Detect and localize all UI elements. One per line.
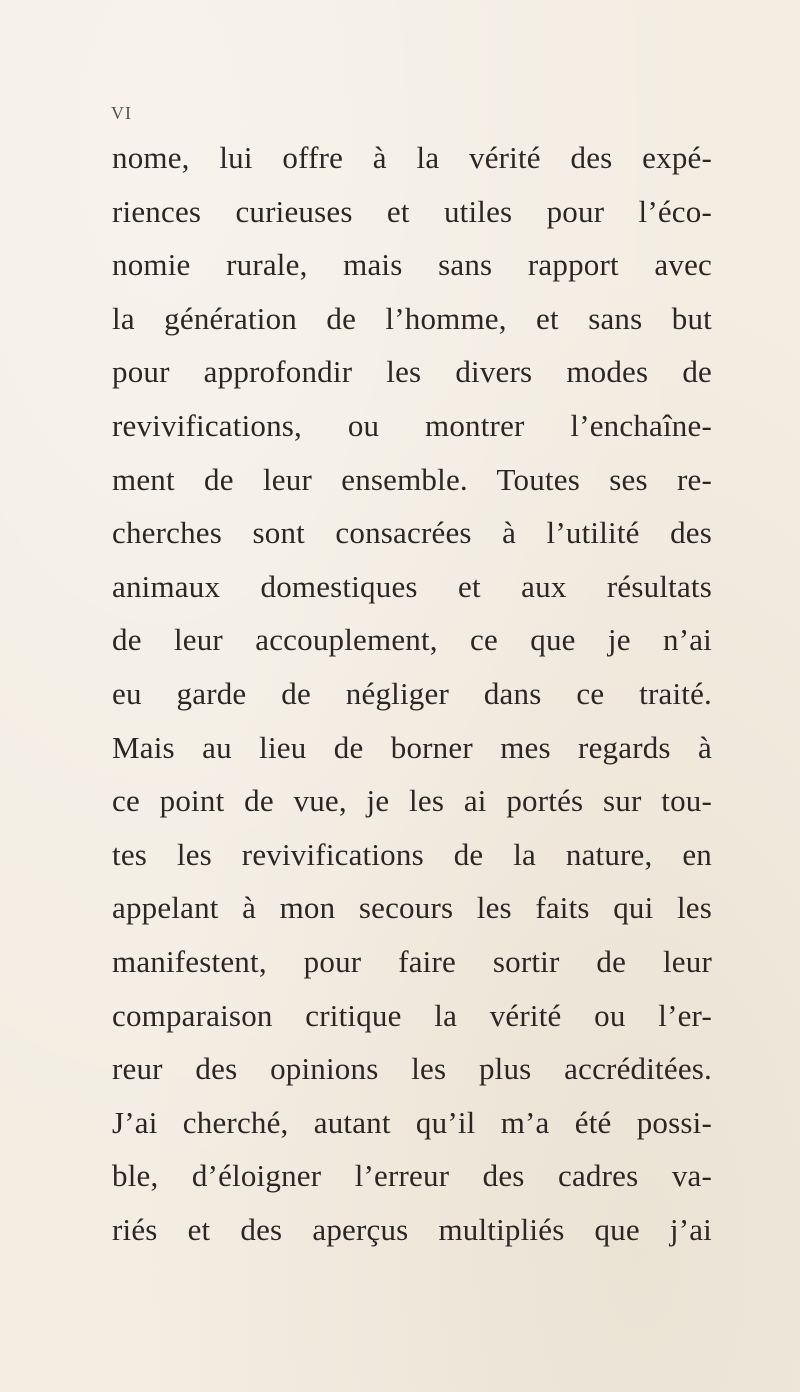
text-line: la génération de l’homme, et sans but <box>112 300 712 336</box>
text-line: manifestent, pour faire sortir de leur <box>112 943 712 979</box>
text-line: eu garde de négliger dans ce traité. <box>112 675 712 711</box>
text-line: ment de leur ensemble. Toutes ses re- <box>112 461 712 497</box>
text-line: Mais au lieu de borner mes regards à <box>112 729 712 765</box>
body-text <box>112 131 712 1256</box>
text-line: animaux domestiques et aux résultats <box>112 568 712 604</box>
text-line: J’ai cherché, autant qu’il m’a été possi- <box>112 1104 712 1140</box>
text-line: pour approfondir les divers modes de <box>112 354 712 390</box>
text-line: cherches sont consacrées à l’utilité des <box>112 515 712 551</box>
text-line: reur des opinions les plus accréditées. <box>112 1051 712 1087</box>
text-line: ce point de vue, je les ai portés sur tou- <box>112 783 712 819</box>
text-line: nomie rurale, mais sans rapport avec <box>112 247 712 283</box>
text-line: revivifications, ou montrer l’enchaîne- <box>112 407 712 443</box>
text-line: tes les revivifications de la nature, en <box>112 836 712 872</box>
text-line: nome, lui offre à la vérité des expé- <box>112 140 712 175</box>
text-line: riences curieuses et utiles pour l’éco- <box>112 193 712 229</box>
text-line: riés et des aperçus multipliés que j’ai <box>112 1211 712 1247</box>
page-number: VI <box>111 103 132 123</box>
text-line: appelant à mon secours les faits qui les <box>112 890 712 926</box>
text-line: de leur accouplement, ce que je n’ai <box>112 622 712 658</box>
text-line: ble, d’éloigner l’erreur des cadres va- <box>112 1158 712 1194</box>
text-line: comparaison critique la vérité ou l’er- <box>112 997 712 1033</box>
